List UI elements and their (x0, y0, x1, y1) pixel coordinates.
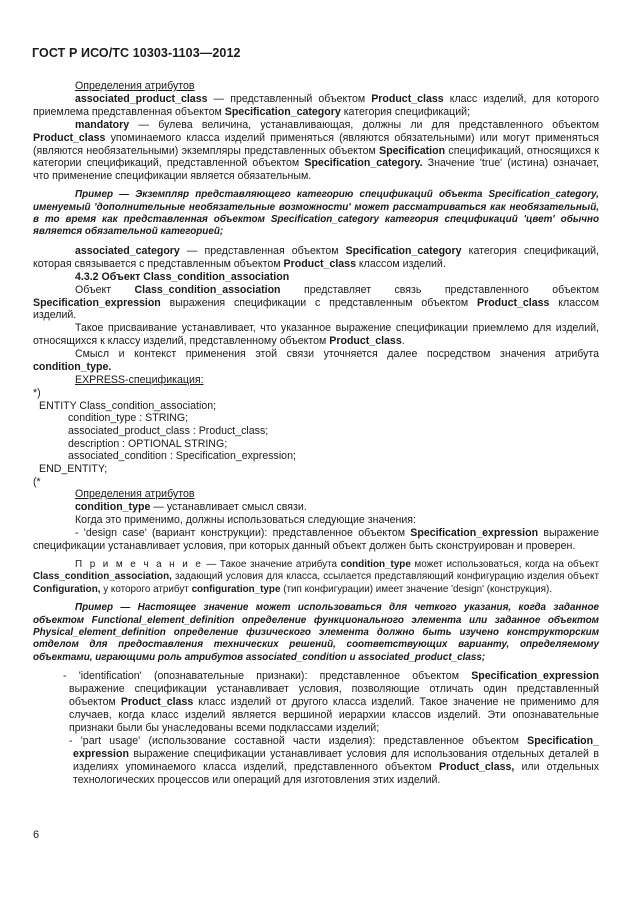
express-code-block (33, 387, 599, 489)
assignment-paragraph: Такое присваивание устанавливает, что указанное выражение спецификации приемлемо для изделий, относящихся к классу изделий, представленному объектом Product_class. (33, 322, 599, 348)
attr-associated-product-class: associated_product_class — представленный объектом Product_class класс изделий, для которого приемлема представленная объектом Specification_category категория спецификаций; (33, 92, 599, 118)
code-line: *) (33, 386, 41, 399)
express-heading: EXPRESS-спецификация: (75, 373, 204, 386)
section-title: 4.3.2 Объект Class_condition_association (75, 270, 290, 283)
attr-associated-category: associated_category — представленная объектом Specification_category категория спецификаций, которая связывается с представленным объектом Product_class классом изделий. (33, 244, 600, 270)
values-intro: Когда это применимо, должны использоваться следующие значения: (75, 514, 416, 527)
page-number: 6 (33, 829, 40, 841)
entity-description: Объект Class_condition_association представляет связь представленного объектом Specification_expression выражения спецификации с представленным объектом Product_class классом изделий. (33, 283, 599, 322)
value-part-usage: - 'part usage' (использование составной части изделия): представленное объектом Specification_ expression выражение спецификации устанавливает условия для использования отдельных деталей в изделиях упоминаемого класса изделий, представленного объектом Product_class, или отдельных технологических процессов или операций для изготовления этих изделий. (69, 734, 599, 786)
code-line: END_ENTITY; (39, 463, 108, 476)
code-line: condition_type : STRING; (68, 412, 189, 425)
note-paragraph: П р и м е ч а н и е — Такое значение атрибута condition_type может использоваться, когда на объект Class_condition_association, задающий условия для класса, ссылается представляющий конфигурацию изделия объект Configuration, у которого атрибут configuration_type (тип конфигурации) имеет значение 'design' (конструкция). (33, 559, 599, 595)
attr-definitions-heading: Определения атрибутов (75, 80, 195, 92)
code-line: associated_product_class : Product_class; (68, 424, 269, 437)
page-content (33, 80, 599, 786)
code-line: description : OPTIONAL STRING; (68, 437, 228, 450)
value-design-case: - 'design case' (вариант конструкции): представленное объектом Specification_expression выражение спецификации устанавливает условия, при которых данный объект должен быть сконструирован и проверен. (33, 527, 599, 553)
example-2: Пример — Настоящее значение может использоваться для четкого указания, когда заданное объектом Functional_element_definition определение функционального элемента или заданное объектом Physical_element_definition определение физического элемента должно быть изучено конструкторским отделом для предоставления технических решений, соответствующих варианту, определяемому объектами, играющими роль атрибутов associated_condition и associated_product_class; (33, 602, 599, 663)
code-line: ENTITY Class_condition_association; (39, 399, 217, 412)
attr-mandatory: mandatory — булева величина, устанавливающая, должны ли для представленного объектом Product_class упоминаемого класса изделий применяться (являются обязательными) или могут применяться (являются необязательными) экземпляры представленных объектом Specification спецификаций, относящихся к категории спецификаций, представленной объектом Specification_category. Значение 'true' (истина) означает, что применение спецификации является обязательным. (33, 118, 600, 183)
context-paragraph: Смысл и контекст применения этой связи уточняется далее посредством значения атрибута condition_type. (33, 348, 599, 374)
value-identification: - 'identification' (опознавательные признаки): представленное объектом Specification_expression выражение спецификации устанавливает условия, позволяющие отличать один представленный объектом Product_class класс изделий от другого класса изделий. Такое значение не применимо для случаев, когда класс изделий является вершиной иерархии классов изделий. Эти опознавательные признаки были бы унаследованы всеми подклассами изделий; (63, 670, 599, 734)
attr-condition-type: condition_type — устанавливает смысл связи. (75, 501, 307, 514)
document-header: ГОСТ Р ИСО/ТС 10303-1103—2012 (32, 46, 241, 60)
code-line: associated_condition : Specification_expression; (68, 450, 296, 463)
code-line: (* (33, 475, 41, 488)
attr-definitions-heading-2: Определения атрибутов (75, 488, 195, 501)
example-1: Пример — Экземпляр представляющего категорию спецификаций объекта Specification_category, именуемый 'дополнительные необязательные возможности' может рассматриваться как необязательный, в то время как представленная объектом Specification_category категория спецификаций 'цвет' обычно является обязательной категорией; (33, 189, 599, 238)
